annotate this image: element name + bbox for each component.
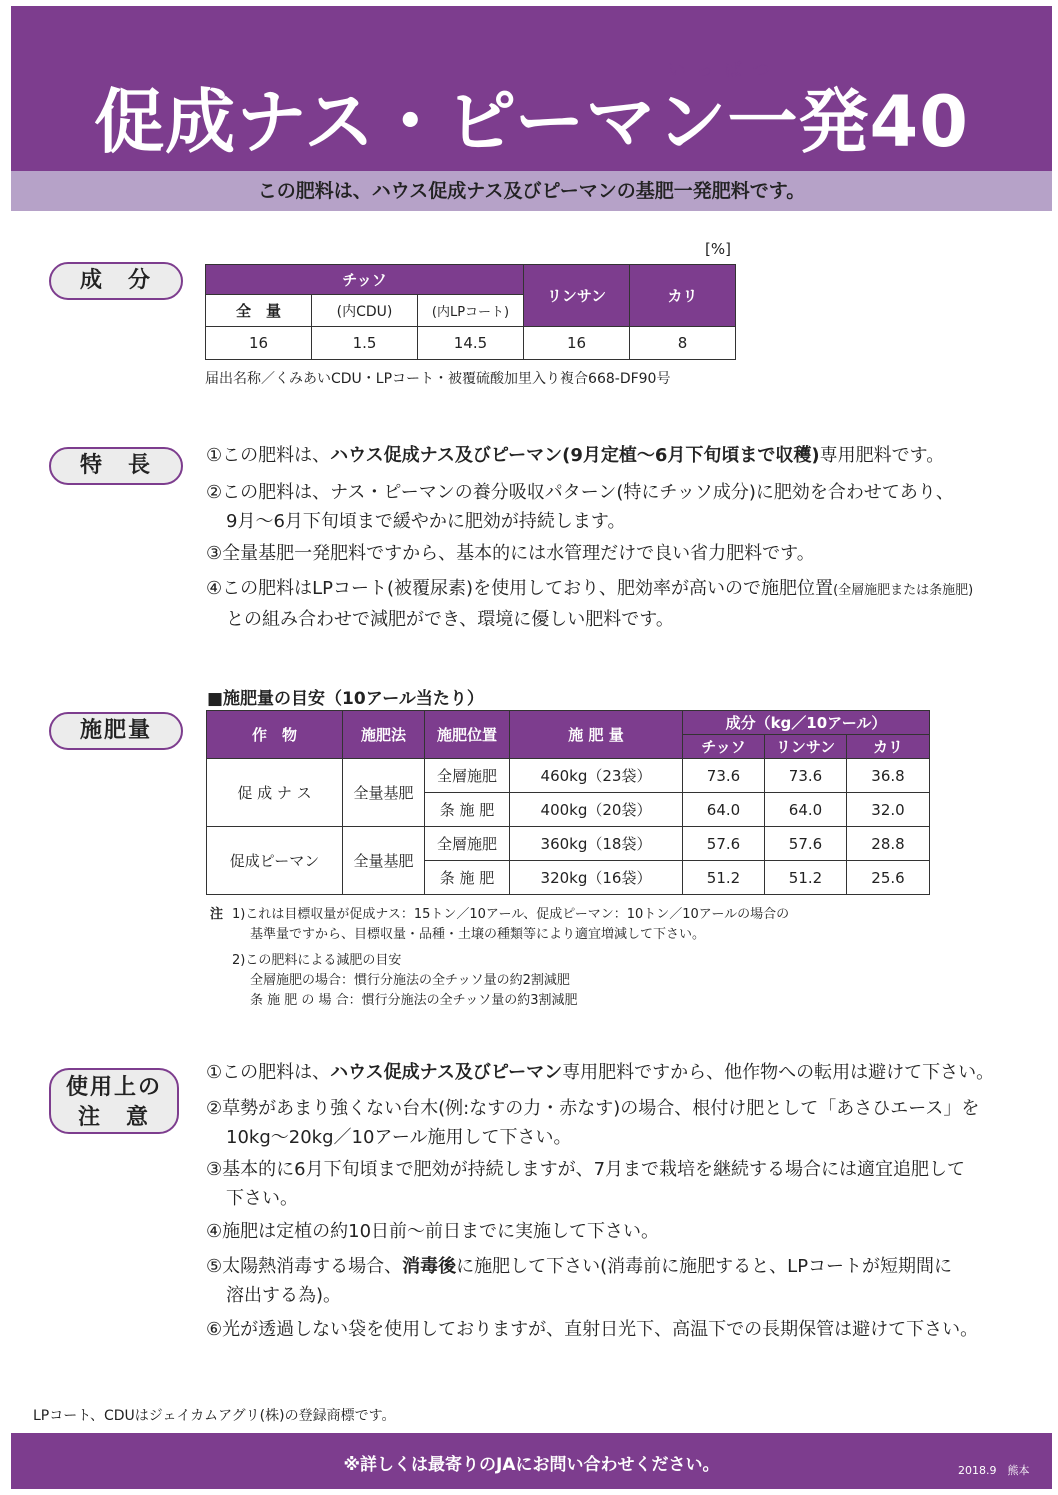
composition-table — [205, 264, 736, 360]
section-label-features: 特 長 — [49, 447, 183, 485]
value-lp: 14.5 — [418, 327, 524, 360]
value-cdu: 1.5 — [312, 327, 418, 360]
fert-table-title: ■施肥量の目安（10アール当たり） — [207, 689, 484, 709]
table-cell: 28.8 — [847, 827, 930, 861]
note-mark: 注 — [210, 907, 224, 922]
header-k: カリ — [847, 735, 930, 759]
table-cell: 全層施肥 — [425, 827, 510, 861]
section-label-composition: 成 分 — [49, 262, 183, 300]
caution-3: ③基本的に6月下旬頃まで肥効が持続しますが、7月まで栽培を継続する場合には適宜追肥して 下さい。 — [206, 1159, 966, 1209]
contact-note: ※詳しくは最寄りのJAにお問い合わせください。 — [343, 1455, 720, 1475]
caution-4: ④施肥は定植の約10日前～前日までに実施して下さい。 — [206, 1221, 660, 1242]
trademark-note: LPコート、CDUはジェイカムアグリ(株)の登録商標です。 — [33, 1408, 396, 1424]
method-pepper: 全量基肥 — [343, 827, 425, 895]
crop-eggplant: 促 成 ナ ス — [207, 759, 343, 827]
table-cell: 57.6 — [765, 827, 847, 861]
table-cell: 73.6 — [765, 759, 847, 793]
feature-4: ④この肥料はLPコート(被覆尿素)を使用しており、肥効率が高いので施肥位置(全層施肥または条施肥) との組み合わせで減肥ができ、環境に優しい肥料です。 — [206, 578, 974, 630]
table-cell: 36.8 — [847, 759, 930, 793]
feature-1: ①この肥料は、ハウス促成ナス及びピーマン(9月定植～6月下旬頃まで収穫)専用肥料です。 — [206, 445, 945, 466]
table-cell: 64.0 — [683, 793, 765, 827]
registration-name: 届出名称／くみあいCDU・LPコート・被覆硫酸加里入り複合668-DF90号 — [205, 371, 671, 387]
table-cell: 400kg（20袋） — [510, 793, 683, 827]
table-cell: 25.6 — [847, 861, 930, 895]
feature-3: ③全量基肥一発肥料ですから、基本的には水管理だけで良い省力肥料です。 — [206, 543, 815, 564]
table-cell: 条 施 肥 — [425, 793, 510, 827]
header-p: リンサン — [765, 735, 847, 759]
caution-6: ⑥光が透過しない袋を使用しておりますが、直射日光下、高温下での長期保管は避けて下さい。 — [206, 1319, 979, 1340]
caution-5: ⑤太陽熱消毒する場合、消毒後に施肥して下さい(消毒前に施肥すると、LPコートが短期間に 溶出する為)。 — [206, 1256, 953, 1306]
table-cell: 32.0 — [847, 793, 930, 827]
caution-2: ②草勢があまり強くない台木(例:なすの力・赤なす)の場合、根付け肥として「あさひエース」を 10kg～20kg／10アール施用して下さい。 — [206, 1098, 980, 1148]
value-phosphate: 16 — [524, 327, 630, 360]
table-cell: 320kg（16袋） — [510, 861, 683, 895]
header-component: 成分（kg／10アール） — [683, 711, 930, 735]
note-2: 2)この肥料による減肥の目安 全層施肥の場合：慣行分施法の全チッソ量の約2割減肥 条 施 肥 の 場 合：慣行分施法の全チッソ量の約3割減肥 — [232, 953, 578, 1008]
crop-pepper: 促成ピーマン — [207, 827, 343, 895]
table-cell: 360kg（18袋） — [510, 827, 683, 861]
header-potash: カリ — [630, 265, 736, 327]
note-1: 1)これは目標収量が促成ナス：15トン／10アール、促成ピーマン：10トン／10アールの場合の 基準量ですから、目標収量・品種・土壌の種類等により適宜増減して下さい。 — [232, 907, 790, 942]
table-cell: 51.2 — [765, 861, 847, 895]
table-cell: 64.0 — [765, 793, 847, 827]
page-title: 促成ナス・ピーマン一発40 — [94, 81, 969, 163]
header-amount: 施 肥 量 — [510, 711, 683, 759]
feature-2: ②この肥料は、ナス・ピーマンの養分吸収パターン(特にチッソ成分)に肥効を合わせてあり、 9月～6月下旬頃まで緩やかに肥効が持続します。 — [206, 482, 954, 532]
value-total: 16 — [206, 327, 312, 360]
caution-1: ①この肥料は、ハウス促成ナス及びピーマン専用肥料ですから、他作物への転用は避けて下さい。 — [206, 1062, 995, 1083]
header-lp: (内LPコート) — [418, 295, 524, 327]
unit-label: [%] — [705, 240, 731, 258]
method-eggplant: 全量基肥 — [343, 759, 425, 827]
issue-date: 2018.9 熊本 — [958, 1464, 1030, 1477]
header-nitrogen: チッソ — [206, 265, 524, 295]
section-label-amount: 施肥量 — [49, 712, 183, 750]
title-ruby: いっぱつ — [668, 60, 780, 81]
header-position: 施肥位置 — [425, 711, 510, 759]
header-method: 施肥法 — [343, 711, 425, 759]
table-cell: 73.6 — [683, 759, 765, 793]
section-label-caution: 使用上の 注 意 — [49, 1068, 179, 1134]
table-cell: 57.6 — [683, 827, 765, 861]
table-cell: 460kg（23袋） — [510, 759, 683, 793]
header-total: 全 量 — [206, 295, 312, 327]
header-n: チッソ — [683, 735, 765, 759]
table-cell: 51.2 — [683, 861, 765, 895]
header-phosphate: リンサン — [524, 265, 630, 327]
header-crop: 作 物 — [207, 711, 343, 759]
fertilizer-table — [206, 710, 930, 895]
subtitle-band: この肥料は、ハウス促成ナス及びピーマンの基肥一発肥料です。 — [11, 171, 1052, 211]
table-cell: 条 施 肥 — [425, 861, 510, 895]
table-cell: 全層施肥 — [425, 759, 510, 793]
value-potash: 8 — [630, 327, 736, 360]
header-cdu: (内CDU) — [312, 295, 418, 327]
